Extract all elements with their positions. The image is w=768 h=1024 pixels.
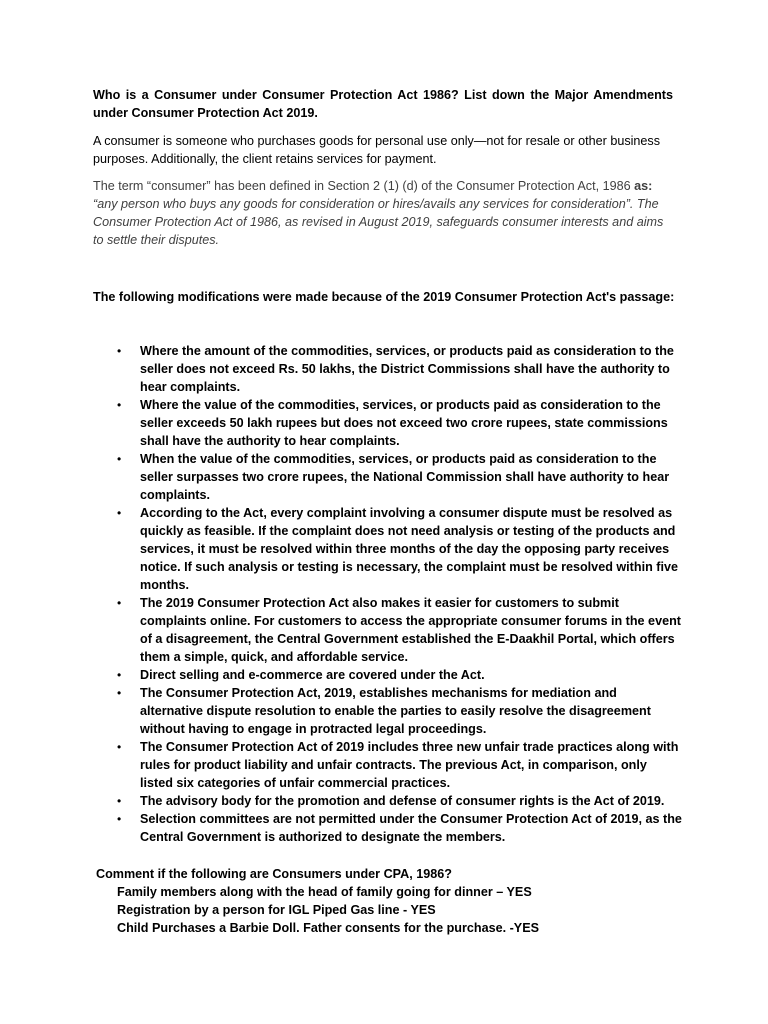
amendment-item bbox=[93, 684, 683, 738]
definition-lead: The term “consumer” has been defined in Section 2 (1) (d) of the Consumer Protection Act, 1986 bbox=[93, 179, 631, 193]
comment-answer-item: Child Purchases a Barbie Doll. Father consents for the purchase. -YES bbox=[117, 921, 540, 935]
consumer-answer-paragraph: A consumer is someone who purchases goods for personal use only—not for resale or other business purposes. Additionally, the client retains services for payment. bbox=[93, 134, 661, 166]
amendment-item bbox=[93, 594, 683, 666]
comment-answer-item: Family members along with the head of family going for dinner – YES bbox=[117, 885, 532, 899]
modifications-intro: The following modifications were made because of the 2019 Consumer Protection Act's passage: bbox=[93, 290, 675, 304]
amendment-text: The Consumer Protection Act, 2019, establishes mechanisms for mediation and alternative dispute resolution to enable the parties to easily resolve the disagreement without having to engage in protracted legal proceedings. bbox=[140, 686, 651, 736]
amendment-item bbox=[93, 396, 683, 450]
amendment-item bbox=[93, 450, 683, 504]
amendment-text: According to the Act, every complaint involving a consumer dispute must be resolved as quickly as feasible. If the complaint does not need analysis or testing of the products and services, it must be resolved within three months of the day the opposing party receives notice. If such analysis or testing is necessary, the complaint must be resolved within five months. bbox=[140, 506, 678, 592]
amendment-text: The advisory body for the promotion and defense of consumer rights is the Act of 2019. bbox=[140, 794, 665, 808]
amendment-text: Where the value of the commodities, services, or products paid as consideration to the seller exceeds 50 lakh rupees but does not exceed two crore rupees, state commissions shall have the authority to hear complaints. bbox=[140, 398, 668, 448]
bullet-icon: • bbox=[117, 596, 122, 610]
question-heading: Who is a Consumer under Consumer Protection Act 1986? List down the Major Amendments under Consumer Protection Act 2019. bbox=[93, 88, 673, 120]
bullet-icon: • bbox=[117, 668, 122, 682]
amendment-text: When the value of the commodities, services, or products paid as consideration to the seller surpasses two crore rupees, the National Commission shall have authority to hear complaints. bbox=[140, 452, 670, 502]
bullet-icon: • bbox=[117, 740, 122, 754]
comment-answers-list bbox=[117, 883, 677, 937]
amendment-text: The 2019 Consumer Protection Act also makes it easier for customers to submit complaints online. For customers to access the appropriate consumer forums in the event of a disagreement, the Central Government established the E-Daakhil Portal, which offers them a simple, quick, and affordable service. bbox=[140, 596, 681, 664]
bullet-icon: • bbox=[117, 686, 122, 700]
amendment-text: Direct selling and e-commerce are covered under the Act. bbox=[140, 668, 485, 682]
amendment-text: Selection committees are not permitted under the Consumer Protection Act of 2019, as the Central Government is authorized to designate the members. bbox=[140, 812, 682, 844]
amendment-item bbox=[93, 810, 683, 846]
amendment-text: Where the amount of the commodities, services, or products paid as consideration to the seller does not exceed Rs. 50 lakhs, the District Commissions shall have the authority to hear complaints. bbox=[140, 344, 674, 394]
amendment-item bbox=[93, 666, 683, 684]
comment-answer-item: Registration by a person for IGL Piped Gas line - YES bbox=[117, 903, 436, 917]
amendment-item bbox=[93, 342, 683, 396]
bullet-icon: • bbox=[117, 794, 122, 808]
bullet-icon: • bbox=[117, 344, 122, 358]
amendment-item bbox=[93, 738, 683, 792]
amendments-list bbox=[93, 342, 683, 846]
amendment-item bbox=[93, 504, 683, 594]
amendment-text: The Consumer Protection Act of 2019 includes three new unfair trade practices along with rules for product liability and unfair contracts. The previous Act, in comparison, only listed six categories of unfair commercial practices. bbox=[140, 740, 679, 790]
definition-quote: “any person who buys any goods for consideration or hires/avails any services for consideration”. The Consumer Protection Act of 1986, as revised in August 2019, safeguards consumer interests and aims to settle their disputes. bbox=[93, 197, 664, 247]
bullet-icon: • bbox=[117, 398, 122, 412]
definition-paragraph bbox=[93, 177, 673, 249]
bullet-icon: • bbox=[117, 452, 122, 466]
comment-question-heading: Comment if the following are Consumers under CPA, 1986? bbox=[96, 867, 452, 881]
bullet-icon: • bbox=[117, 506, 122, 520]
amendment-item bbox=[93, 792, 683, 810]
bullet-icon: • bbox=[117, 812, 122, 826]
definition-as-word: as: bbox=[634, 179, 653, 193]
